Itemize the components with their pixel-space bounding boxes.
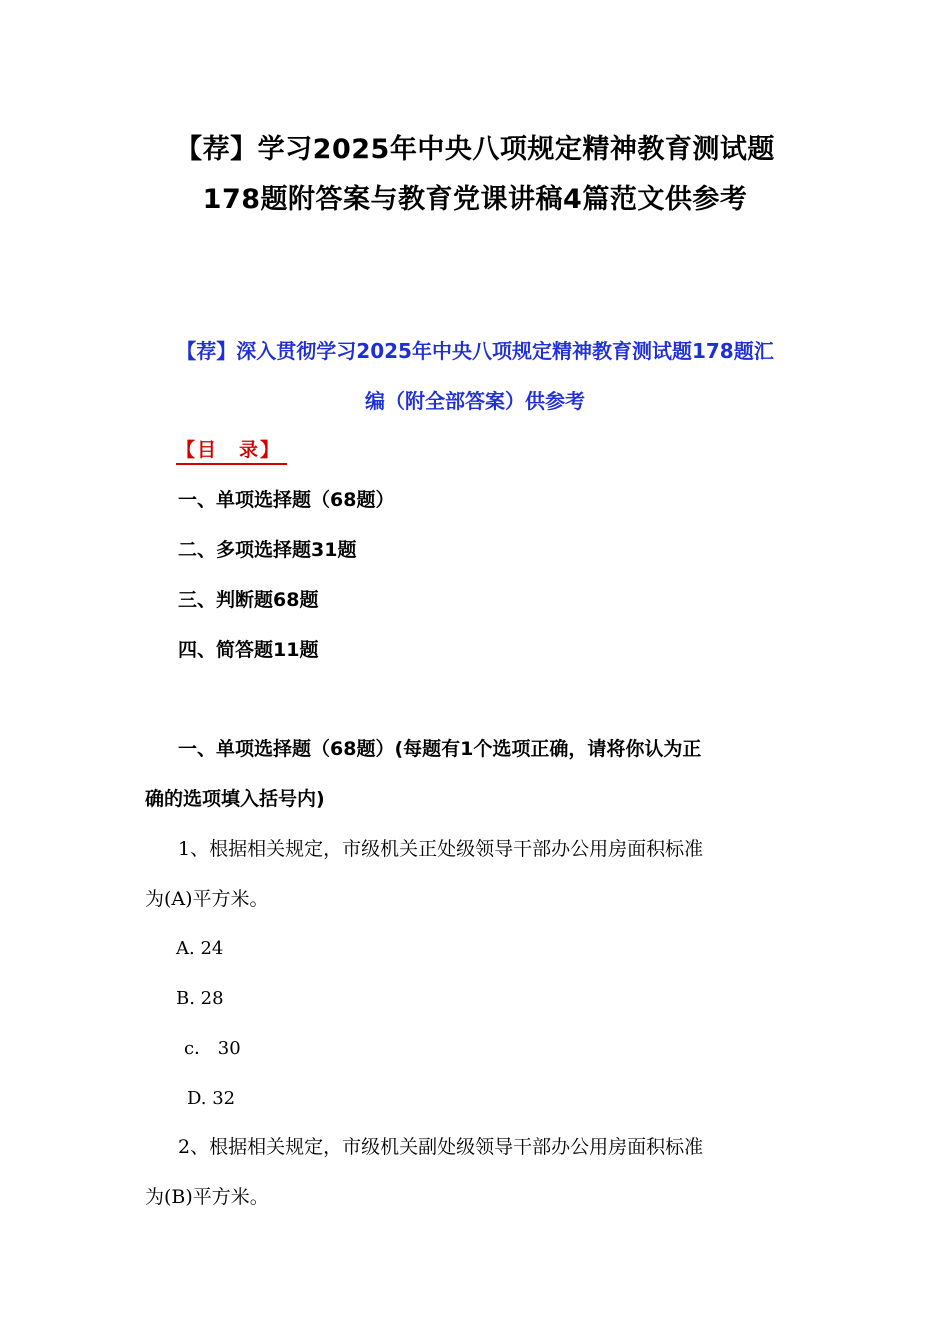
question-1-line-1: 1、根据相关规定，市级机关正处级领导干部办公用房面积标准 bbox=[178, 838, 704, 860]
question-1-option-c: c． 30 bbox=[184, 1038, 241, 1059]
section-1-heading-line-2: 确的选项填入括号内) bbox=[145, 788, 325, 810]
document-title-line-2: 178题附答案与教育党课讲稿4篇范文供参考 bbox=[202, 184, 748, 215]
question-2-line-1: 2、根据相关规定，市级机关副处级领导干部办公用房面积标准 bbox=[178, 1136, 704, 1158]
subtitle-line-1: 【荐】深入贯彻学习2025年中央八项规定精神教育测试题178题汇 bbox=[176, 339, 774, 363]
question-1-option-d: D. 32 bbox=[187, 1088, 236, 1109]
question-1-option-b: B. 28 bbox=[176, 988, 224, 1009]
document-title-line-1: 【荐】学习2025年中央八项规定精神教育测试题 bbox=[175, 134, 775, 165]
toc-item-short-answer: 四、简答题11题 bbox=[178, 639, 319, 661]
subtitle-line-2: 编（附全部答案）供参考 bbox=[365, 389, 585, 413]
question-1-option-a: A. 24 bbox=[176, 938, 224, 959]
toc-item-true-false: 三、判断题68题 bbox=[178, 589, 319, 611]
section-1-heading-line-1: 一、单项选择题（68题）(每题有1个选项正确，请将你认为正 bbox=[178, 738, 702, 760]
question-1-line-2: 为(A)平方米。 bbox=[145, 888, 269, 910]
question-2-line-2: 为(B)平方米。 bbox=[145, 1186, 269, 1208]
toc-item-multiple-choice: 二、多项选择题31题 bbox=[178, 539, 357, 561]
toc-item-single-choice: 一、单项选择题（68题） bbox=[178, 489, 395, 511]
toc-heading: 【目 录】 bbox=[176, 437, 287, 465]
